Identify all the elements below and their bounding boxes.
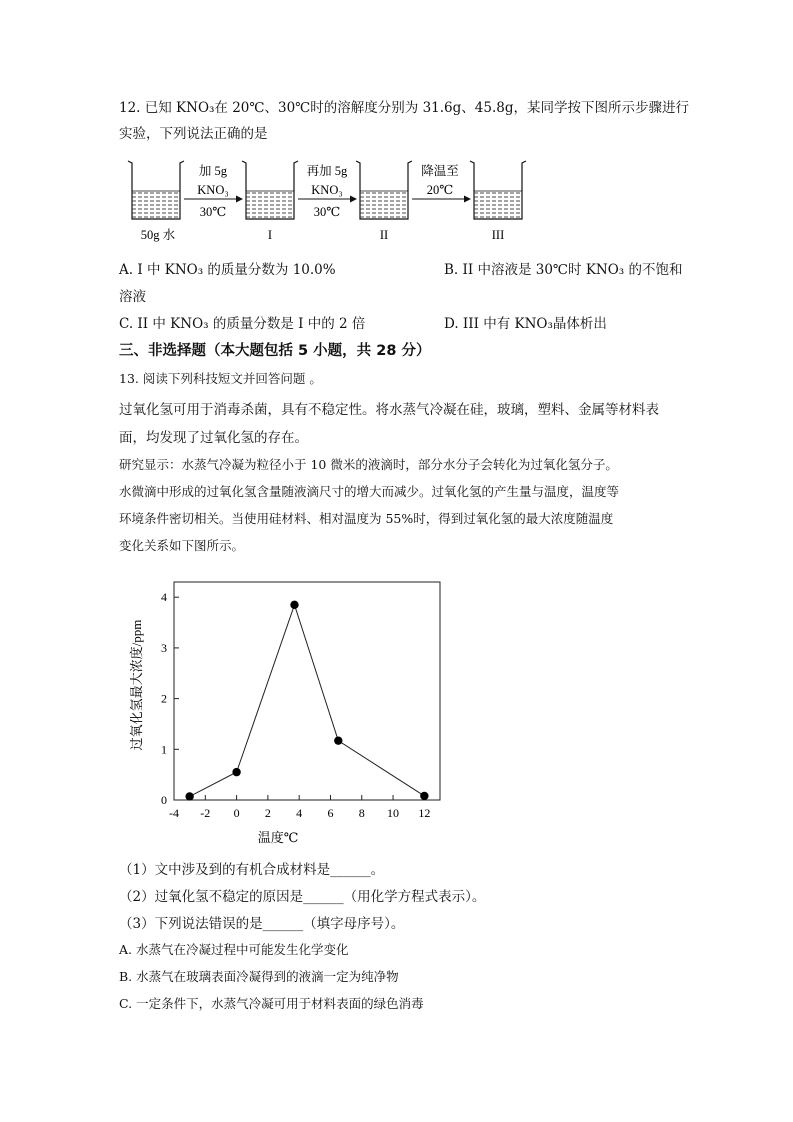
beaker-1 [242, 161, 298, 219]
y-tick-label: 0 [161, 793, 167, 807]
data-point [232, 768, 240, 776]
y-axis-label: 过氧化氢最大浓度/ppm [129, 619, 144, 751]
y-axis [161, 590, 179, 807]
q13-p2-line4: 变化关系如下图所示。 [119, 538, 245, 553]
q12-option-c: C. II 中 KNO₃ 的质量分数是 I 中的 2 倍 [119, 316, 366, 332]
q12-stem-line2: 实验，下列说法正确的是 [119, 126, 268, 142]
y-tick-label: 2 [161, 691, 167, 706]
beaker-2 [356, 161, 412, 219]
y-tick-label: 3 [161, 640, 167, 655]
step1-line-a: 加 5g [198, 164, 228, 178]
q13-p2-line3: 环境条件密切相关。当使用硅材料、相对温度为 55%时，得到过氧化氢的最大浓度随温度 [119, 511, 614, 526]
beaker-0 [128, 161, 184, 219]
step2-line-a: 再加 5g [306, 164, 348, 178]
beaker-diagram [120, 155, 540, 247]
x-tick-label: 0 [233, 806, 240, 820]
step2-line-b: KNO₃ [311, 183, 343, 197]
beaker-label-1: I [267, 228, 273, 242]
q13-sub3: （3）下列说法错误的是______（填字母序号）。 [119, 916, 405, 932]
q12-option-d: D. III 中有 KNO₃晶体析出 [444, 316, 607, 332]
y-tick-label: 4 [161, 590, 167, 605]
x-tick-label: 2 [264, 806, 271, 820]
plot-frame [174, 582, 440, 800]
x-tick-label: 4 [296, 806, 303, 820]
concentration-chart [120, 570, 460, 855]
q12-option-a: A. I 中 KNO₃ 的质量分数为 10.0% [119, 262, 336, 278]
data-point [185, 792, 193, 800]
beaker-label-0: 50g 水 [140, 228, 176, 242]
q13-choice-c: C. 一定条件下，水蒸气冷凝可用于材料表面的绿色消毒 [119, 996, 424, 1011]
step3-line-a: 降温至 [421, 164, 459, 178]
beaker-label-3: III [491, 228, 505, 242]
beaker-3 [470, 161, 526, 219]
data-point [290, 601, 298, 609]
q12-option-b-line1: B. II 中溶液是 30℃时 KNO₃ 的不饱和 [444, 262, 683, 278]
q13-p1-line2: 面，均发现了过氧化氢的存在。 [119, 430, 308, 446]
q13-sub2: （2）过氧化氢不稳定的原因是______（用化学方程式表示）。 [119, 889, 486, 905]
data-points [185, 601, 428, 801]
x-axis [169, 795, 430, 820]
q13-p1-line1: 过氧化氢可用于消毒杀菌，具有不稳定性。将水蒸气冷凝在硅，玻璃，塑料、金属等材料表 [119, 402, 659, 418]
x-tick-label: 10 [387, 806, 400, 820]
step1-line-c: 30℃ [199, 205, 227, 219]
q13-p2-line2: 水微滴中形成的过氧化氢含量随液滴尺寸的增大而减少。过氧化氢的产生量与温度，温度等 [119, 484, 620, 499]
step3-line-b: 20℃ [426, 183, 454, 197]
data-point [334, 736, 342, 744]
y-tick-label: 1 [161, 742, 167, 757]
section3-title: 三、非选择题（本大题包括 5 小题，共 28 分） [119, 343, 431, 359]
x-tick-label: 12 [418, 806, 431, 820]
x-tick-label: -2 [200, 806, 211, 820]
series-line [190, 605, 425, 797]
data-point [420, 792, 428, 800]
step1-line-b: KNO₃ [197, 183, 229, 197]
q13-choice-b: B. 水蒸气在玻璃表面冷凝得到的液滴一定为纯净物 [119, 969, 399, 984]
x-tick-label: 8 [358, 806, 365, 820]
q13-intro: 13. 阅读下列科技短文并回答问题 。 [119, 371, 322, 386]
q13-p2-line1: 研究显示：水蒸气冷凝为粒径小于 10 微米的液滴时，部分水分子会转化为过氧化氢分子。 [119, 457, 618, 472]
step2-line-c: 30℃ [313, 205, 341, 219]
x-axis-label: 温度℃ [257, 830, 299, 845]
q13-choice-a: A. 水蒸气在冷凝过程中可能发生化学变化 [119, 942, 349, 957]
x-tick-label: -4 [169, 806, 179, 820]
q13-sub1: （1）文中涉及到的有机合成材料是______。 [119, 862, 385, 878]
beaker-label-2: II [379, 228, 389, 242]
q12-stem-line1: 12. 已知 KNO₃在 20℃、30℃时的溶解度分别为 31.6g、45.8g，某同学按下图所示步骤进行 [119, 100, 689, 116]
q12-option-b-line2: 溶液 [119, 289, 146, 305]
x-tick-label: 6 [327, 806, 334, 820]
